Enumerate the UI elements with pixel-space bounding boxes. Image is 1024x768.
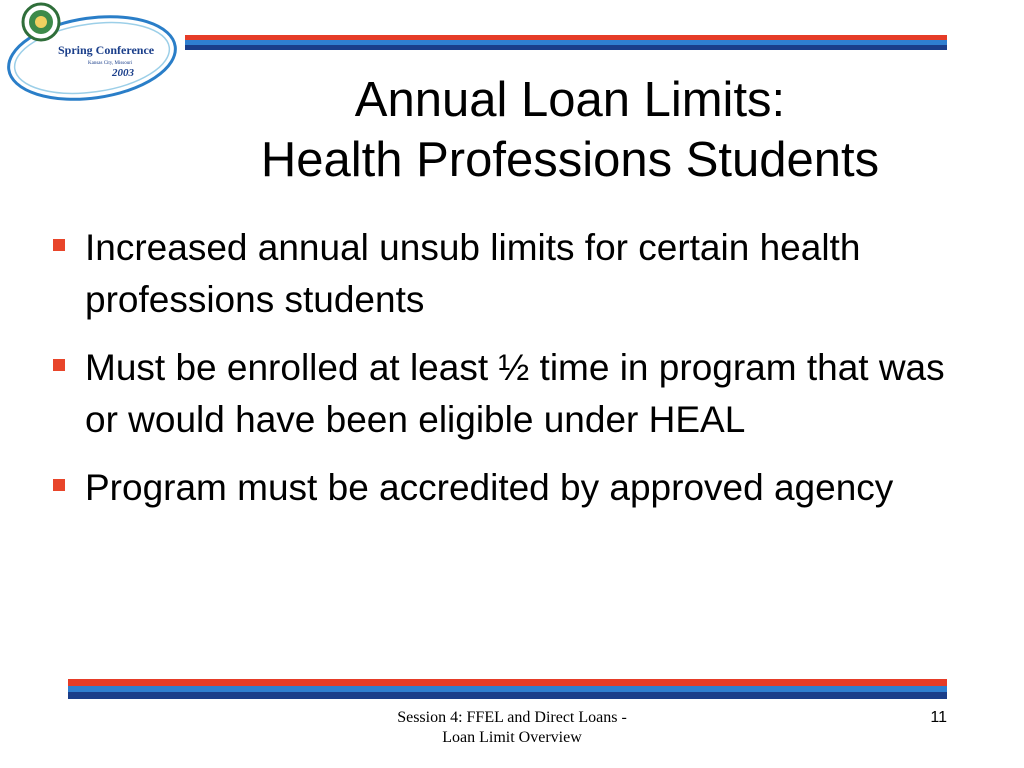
square-bullet-icon bbox=[53, 239, 65, 251]
footer-text bbox=[300, 708, 724, 748]
footer-line-1: Session 4: FFEL and Direct Loans - bbox=[397, 709, 627, 726]
bullet-item bbox=[45, 462, 975, 514]
footer-stripe bbox=[68, 679, 947, 699]
bullet-text: Program must be accredited by approved agency bbox=[85, 467, 894, 508]
square-bullet-icon bbox=[53, 479, 65, 491]
square-bullet-icon bbox=[53, 359, 65, 371]
bullet-text: Increased annual unsub limits for certain health professions students bbox=[85, 227, 861, 320]
slide-title bbox=[150, 70, 990, 190]
logo-location: Kansas City, Missouri bbox=[88, 61, 133, 66]
logo-title: Spring Conference bbox=[58, 43, 155, 57]
title-line-1: Annual Loan Limits: bbox=[354, 73, 786, 127]
title-line-2: Health Professions Students bbox=[260, 133, 880, 187]
bullet-item bbox=[45, 342, 975, 446]
bullet-item bbox=[45, 222, 975, 326]
bullet-list bbox=[45, 222, 975, 530]
footer-line-2: Loan Limit Overview bbox=[442, 729, 582, 746]
bullet-text: Must be enrolled at least ½ time in program that was or would have been eligible under HEAL bbox=[85, 347, 945, 440]
page-number: 11 bbox=[930, 709, 947, 726]
header-stripe bbox=[185, 35, 947, 50]
logo-year: 2003 bbox=[112, 67, 134, 79]
